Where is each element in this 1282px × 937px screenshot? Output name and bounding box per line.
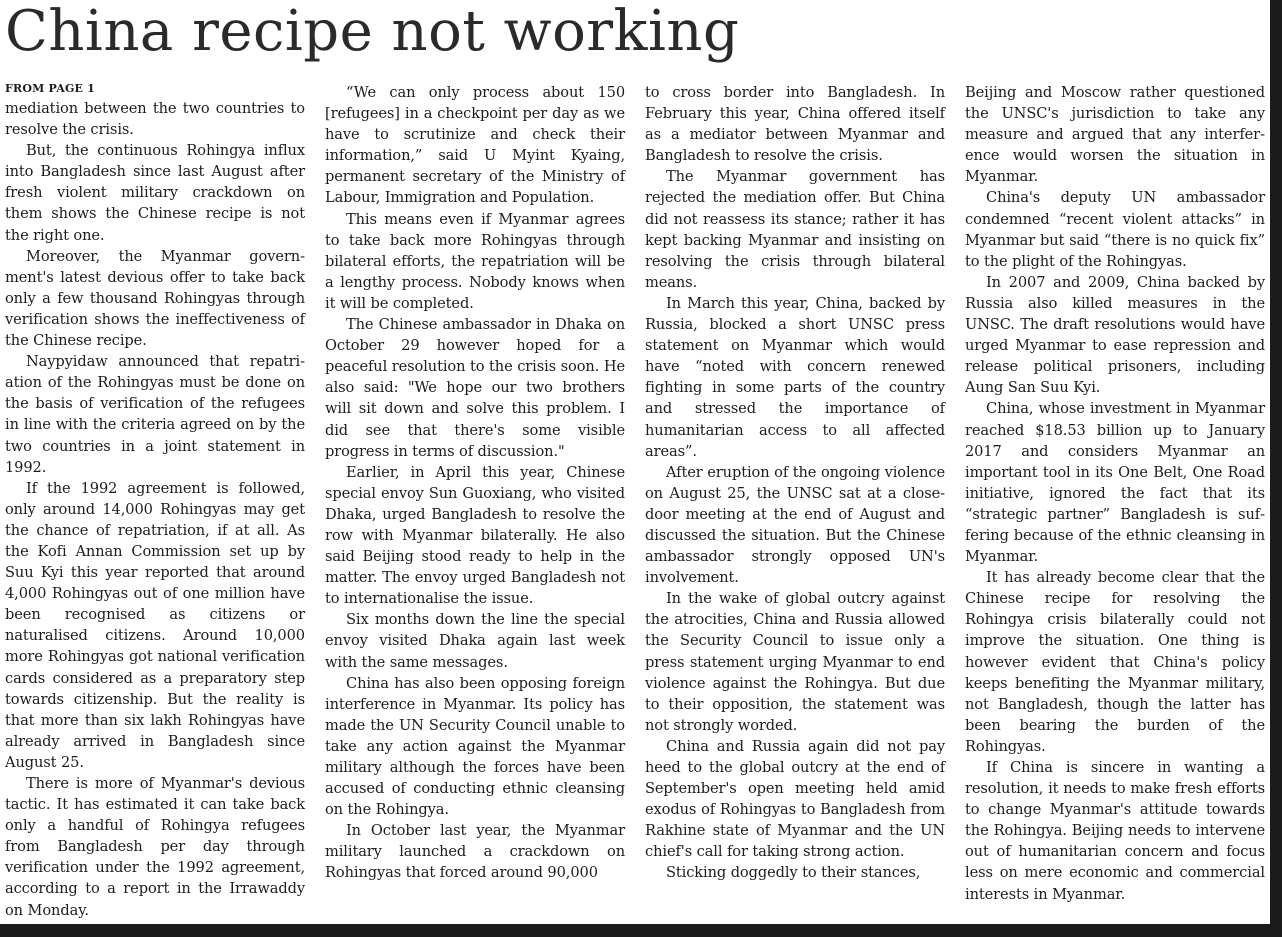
paragraph: China has also been opposing foreign interference in Myanmar. Its policy has made the UN Security Council unable to take any action against the Myanmar military although the forces have been accused of conducting ethnic cleansing on the Rohingya. — [325, 674, 625, 819]
article-column-3 — [645, 82, 945, 884]
paragraph: But, the continuous Rohingya influx into Bangladesh since last August after fresh violent military crackdown on them shows the Chinese recipe is not the right one. — [5, 142, 305, 244]
paragraph: There is more of Myanmar's devious tactic. It has estimated it can take back only a handful of Rohingya refugees from Bangladesh per day through verification under the 1992 agreement, according to a report in the Irrawaddy on Monday. — [5, 775, 305, 919]
from-page-kicker: FROM PAGE 1 — [5, 82, 96, 95]
paragraph: “We can only process about 150 [refugees] in a checkpoint per day as we have to scrutinize and check their information,” said U Myint Kyaing, permanent secretary of the Ministry of Labour, Immigration and Population. — [325, 84, 625, 207]
paragraph: It has already become clear that the Chinese recipe for resolving the Rohingya crisis bilaterally could not improve the situation. One thing is however evident that China's policy keeps benefiting the Myanmar military, not Bangladesh, though the latter has been bearing the burden of the Rohingyas. — [965, 569, 1265, 755]
paragraph: Sticking doggedly to their stances, — [666, 864, 921, 882]
article-column-2 — [325, 82, 625, 884]
paragraph: In 2007 and 2009, China backed by Russia also killed measures in the UNSC. The draft resolutions would have urged Myanmar to ease repression and release political prisoners, including Aung San Suu Kyi. — [965, 273, 1265, 397]
paragraph: mediation between the two countries to resolve the crisis. — [5, 100, 305, 139]
paragraph: to cross border into Bangladesh. In February this year, China offered itself as a mediator between Myanmar and Bangladesh to resolve the crisis. — [645, 84, 945, 165]
scan-border-right — [1270, 0, 1282, 937]
paragraph: China's deputy UN ambassador condemned “recent violent attacks” in Myanmar but said “there is no quick fix” to the plight of the Rohingyas. — [965, 189, 1265, 270]
paragraph: Six months down the line the special envoy visited Dhaka again last week with the same messages. — [325, 611, 625, 671]
paragraph: Naypyidaw announced that repatriation of the Rohingyas must be done on the basis of verification of the refugees in line with the criteria agreed on by the two countries in a joint statement in 1992. — [5, 353, 305, 476]
headline: China recipe not working — [5, 0, 740, 64]
paragraph: In October last year, the Myanmar military launched a crackdown on Rohingyas that forced around 90,000 — [325, 822, 625, 882]
paragraph: After eruption of the ongoing violence on August 25, the UNSC sat at a close-door meeting at the end of August and discussed the situation. But the Chinese ambassador strongly opposed UN's involvement. — [645, 463, 945, 587]
scan-border-bottom — [0, 924, 1282, 937]
paragraph: The Chinese ambassador in Dhaka on October 29 however hoped for a peaceful resolution to the crisis soon. He also said: "We hope our two brothers will sit down and solve this problem. I did see that there's some visible progress in terms of discussion." — [325, 316, 625, 460]
paragraph: In the wake of global outcry against the atrocities, China and Russia allowed the Security Council to issue only a press statement urging Myanmar to end violence against the Rohingya. But due to their opposition, the statement was not strongly worded. — [645, 590, 945, 734]
paragraph: China, whose investment in Myanmar reached $18.53 billion up to January 2017 and considers Myanmar an important tool in its One Belt, One Road initiative, ignored the fact that its “strategic partner” Bangladesh is suffering because of the ethnic cleansing in Myanmar. — [965, 400, 1265, 566]
paragraph: This means even if Myanmar agrees to take back more Rohingyas through bilateral efforts, the repatriation will be a lengthy process. Nobody knows when it will be completed. — [325, 210, 625, 312]
paragraph: In March this year, China, backed by Russia, blocked a short UNSC press statement on Myanmar which would have “noted with concern renewed fighting in some parts of the country and stressed the importance of humanitarian access to all affected areas”. — [645, 294, 945, 460]
paragraph: China and Russia again did not pay heed to the global outcry at the end of September's open meeting held amid exodus of Rohingyas to Bangladesh from Rakhine state of Myanmar and the UN chief's call for taking strong action. — [645, 737, 945, 861]
paragraph: If China is sincere in wanting a resolution, it needs to make fresh efforts to change Myanmar's attitude towards the Rohingya. Beijing needs to intervene out of humanitarian concern and focus less on mere economic and commercial interests in Myanmar. — [965, 759, 1265, 903]
article-column-1 — [5, 98, 305, 921]
paragraph: Earlier, in April this year, Chinese special envoy Sun Guoxiang, who visited Dhaka, urged Bangladesh to resolve the row with Myanmar bilaterally. He also said Beijing stood ready to help in the matter. The envoy urged Bangladesh not to internationalise the issue. — [325, 463, 625, 608]
article-column-4 — [965, 82, 1265, 905]
paragraph: Beijing and Moscow rather questioned the UNSC's jurisdiction to take any measure and argued that any interference would worsen the situation in Myanmar. — [965, 84, 1265, 186]
paragraph: Moreover, the Myanmar government's latest devious offer to take back only a few thousand Rohingyas through verification shows the ineffectiveness of the Chinese recipe. — [5, 247, 305, 350]
paragraph: The Myanmar government has rejected the mediation offer. But China did not reassess its stance; rather it has kept backing Myanmar and insisting on resolving the crisis through bilateral means. — [645, 168, 945, 291]
paragraph: If the 1992 agreement is followed, only around 14,000 Rohingyas may get the chance of repatriation, if at all. As the Kofi Annan Commission set up by Suu Kyi this year reported that around 4,000 Rohingyas out of one million have been recognised as citizens or naturalised citizens. Around 10,000 more Rohingyas got national verification cards considered as a preparatory step towards citizenship. But the reality is that more than six lakh Rohingyas have already arrived in Bangladesh since August 25. — [5, 479, 305, 771]
